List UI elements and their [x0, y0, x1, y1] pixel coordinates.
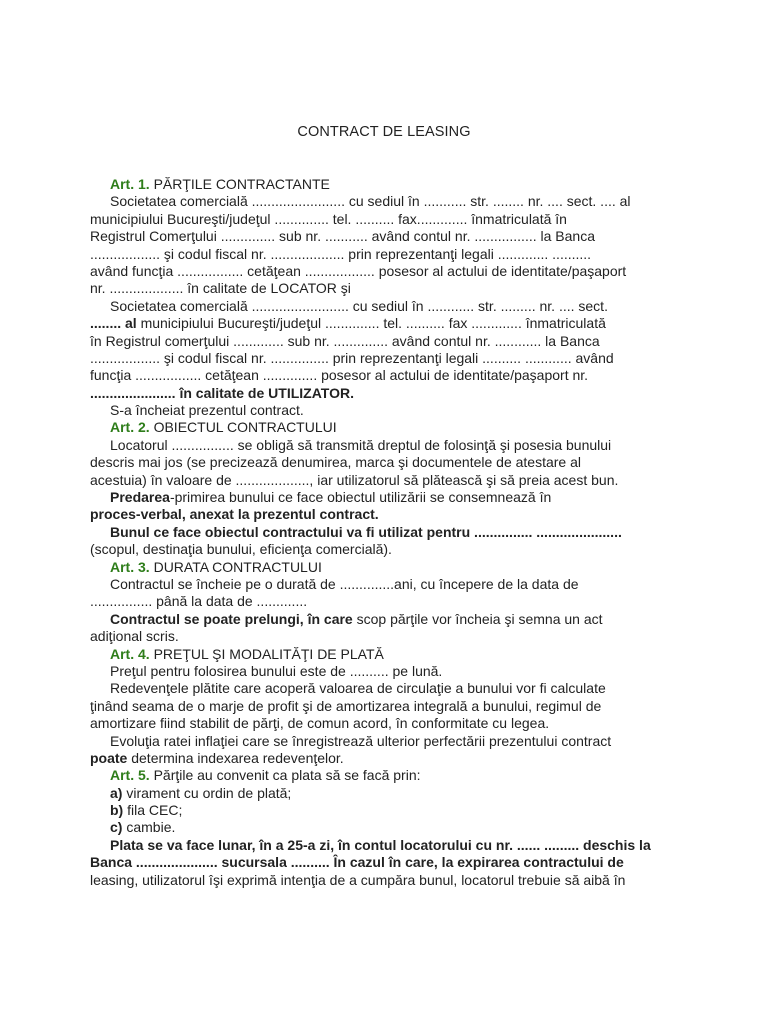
- document-line: [90, 350, 690, 367]
- document-line: [90, 733, 690, 750]
- line-text: PREŢUL ŞI MODALITĂŢI DE PLATĂ: [149, 645, 384, 662]
- document-line: [90, 593, 690, 610]
- document-line: [90, 837, 690, 854]
- line-text: PĂRŢILE CONTRACTANTE: [149, 176, 330, 192]
- article-label: Art. 1.: [110, 176, 150, 192]
- line-text: municipiului Bucureşti/judeţul .............. tel. .......... fax............. înmatriculată în: [90, 210, 567, 227]
- document-line: [90, 715, 690, 732]
- document-line: [90, 228, 690, 245]
- document-line: [90, 646, 690, 663]
- line-text: descris mai jos (se precizează denumirea, marca şi documentele de atestare al: [90, 454, 582, 471]
- line-text: adiţional scris.: [90, 628, 179, 645]
- line-text: acestuia) în valoare de ..................., iar utilizatorul să plătească şi să preia acest bun.: [90, 471, 619, 488]
- line-text: -primirea bunului ce face obiectul utilizării se consemnează în: [169, 489, 552, 506]
- bold-text: Predarea: [110, 489, 170, 506]
- document-line: [90, 663, 690, 680]
- bold-text: c): [110, 819, 123, 836]
- line-text: (scopul, destinaţia bunului, eficienţa comercială).: [90, 541, 392, 558]
- line-text: cambie.: [122, 819, 176, 836]
- bold-text: a): [110, 784, 123, 801]
- document-line: [90, 385, 690, 402]
- line-text: ţinând seama de o marje de profit şi de amortizarea integrală a bunului, regimul de: [90, 697, 602, 714]
- bold-text: ...................... în calitate de UTILIZATOR.: [90, 384, 354, 401]
- document-line: [90, 419, 690, 436]
- document-line: [90, 472, 690, 489]
- line-text: având funcţia ................. cetăţean .................. posesor al actului de identitate/paşaport: [90, 262, 627, 279]
- document-line: [90, 524, 690, 541]
- document-line: [90, 698, 690, 715]
- line-text: DURATA CONTRACTULUI: [149, 558, 322, 575]
- document-line: [90, 819, 690, 836]
- line-text: Redevenţele plătite care acoperă valoarea de circulaţie a bunului vor fi calculate: [110, 680, 606, 697]
- document-line: [90, 576, 690, 593]
- line-text: în Registrul comerţului ............. sub nr. .............. având contul nr. ............ la Banca: [90, 332, 600, 349]
- article-label: Art. 4.: [110, 645, 150, 662]
- line-text: S-a încheiat prezentul contract.: [110, 402, 304, 419]
- line-text: Contractul se încheie pe o durată de ..............ani, cu începere de la data de: [110, 575, 579, 592]
- document-line: [90, 211, 690, 228]
- bold-text: b): [110, 802, 124, 819]
- line-text: .................. şi codul fiscal nr. ................... prin reprezentanţi legali ............. ..........: [90, 245, 592, 262]
- line-text: Părţile au convenit ca plata să se facă prin:: [149, 767, 421, 784]
- document-line: [90, 767, 690, 784]
- document-line: [90, 750, 690, 767]
- line-text: virament cu ordin de plată;: [122, 784, 292, 801]
- document-body: [90, 176, 690, 889]
- line-text: Registrul Comerţului .............. sub nr. ........... având contul nr. ................ la Banca: [90, 228, 595, 245]
- document-line: [90, 802, 690, 819]
- document-line: [90, 559, 690, 576]
- line-text: leasing, utilizatorul îşi exprimă intenţia de a cumpăra bunul, locatorul trebuie să aibă în: [90, 871, 626, 888]
- article-label: Art. 5.: [110, 767, 150, 784]
- line-text: OBIECTUL CONTRACTULUI: [149, 419, 337, 436]
- article-label: Art. 3.: [110, 558, 150, 575]
- line-text: ................ până la data de .............: [90, 593, 308, 610]
- document-line: [90, 506, 690, 523]
- document-line: [90, 541, 690, 558]
- document-title: CONTRACT DE LEASING: [297, 124, 471, 140]
- line-text: amortizare fiind stabilit de părţi, de comun acord, în conformitate cu legea.: [90, 715, 550, 732]
- document-line: [90, 489, 690, 506]
- line-text: Locatorul ................ se obligă să transmită dreptul de folosinţă şi posesia bunului: [110, 436, 612, 453]
- document-line: [90, 367, 690, 384]
- line-text: determina indexarea redevenţelor.: [127, 749, 344, 766]
- bold-text: Banca ..................... sucursala .......... În cazul în care, la expirarea contractului de: [90, 854, 624, 871]
- document-line: [90, 176, 690, 193]
- article-label: Art. 2.: [110, 419, 150, 436]
- line-text: scop părţile vor încheia şi semna un act: [352, 610, 603, 627]
- document-line: [90, 454, 690, 471]
- line-text: Preţul pentru folosirea bunului este de .......... pe lună.: [110, 662, 443, 679]
- line-text: funcţia ................. cetăţean .............. posesor al actului de identitate/paşaport nr.: [90, 367, 589, 384]
- line-text: Societatea comercială ......................... cu sediul în ............ str. ......... nr. .... sect.: [110, 297, 608, 314]
- line-text: fila CEC;: [123, 802, 183, 819]
- line-text: Evoluţia ratei inflaţiei care se înregistrează ulterior perfectării prezentului contract: [110, 732, 612, 749]
- document-line: [90, 193, 690, 210]
- document-line: [90, 263, 690, 280]
- line-text: nr. ................... în calitate de LOCATOR şi: [90, 280, 351, 297]
- line-text: .................. şi codul fiscal nr. ............... prin reprezentanţi legali .......... ............ având: [90, 349, 614, 366]
- document-line: [90, 246, 690, 263]
- document-line: [90, 298, 690, 315]
- document-line: [90, 680, 690, 697]
- document-line: [90, 333, 690, 350]
- bold-text: Bunul ce face obiectul contractului va fi utilizat pentru ............... ......................: [110, 523, 622, 540]
- bold-text: Plata se va face lunar, în a 25-a zi, în contul locatorului cu nr. ...... ......... deschis la: [110, 836, 651, 853]
- line-text: municipiului Bucureşti/judeţul .............. tel. .......... fax ............. înmatriculată: [136, 315, 606, 332]
- bold-text: Contractul se poate prelungi, în care: [110, 610, 353, 627]
- line-text: Societatea comercială ........................ cu sediul în ........... str. ........ nr. .... sect. .... al: [110, 193, 631, 210]
- bold-text: ........ al: [90, 315, 137, 332]
- bold-text: poate: [90, 749, 128, 766]
- document-line: [90, 402, 690, 419]
- document-line: [90, 437, 690, 454]
- document-line: [90, 280, 690, 297]
- document-line: [90, 315, 690, 332]
- document-line: [90, 854, 690, 871]
- bold-text: proces-verbal, anexat la prezentul contract.: [90, 506, 379, 523]
- document-line: [90, 872, 690, 889]
- document-line: [90, 611, 690, 628]
- document-line: [90, 785, 690, 802]
- document-line: [90, 628, 690, 645]
